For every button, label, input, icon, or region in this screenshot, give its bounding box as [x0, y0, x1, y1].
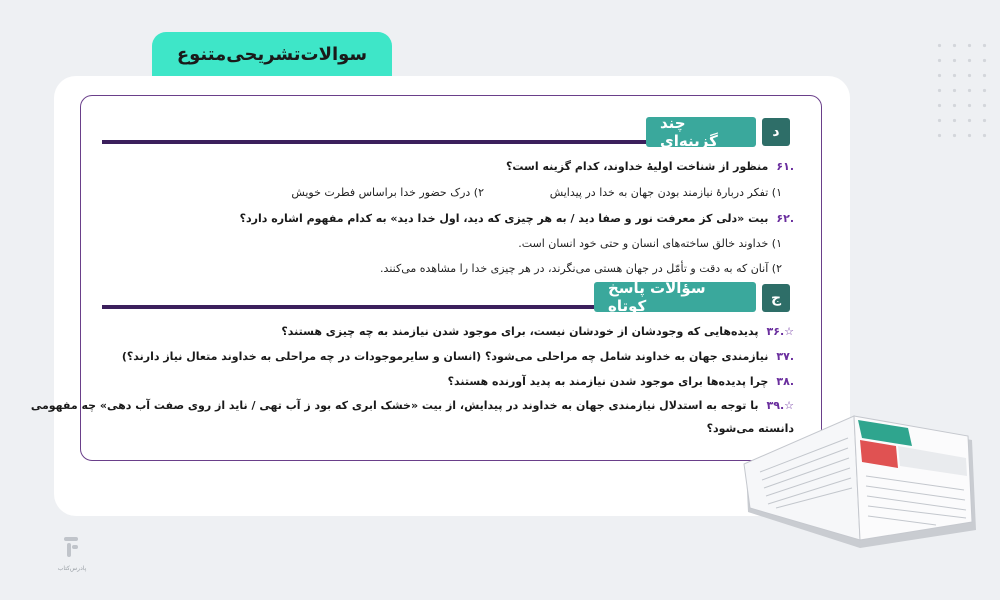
question-text: پدیده‌هایی که وجودشان از خودشان نیست، برای موجود شدن نیازمند به چه چیزی هستند؟: [281, 325, 759, 338]
section-c-badge: ج: [762, 284, 790, 312]
page-title: سوالات‌تشریحی‌متنوع: [152, 32, 392, 76]
section-c-label: سؤالات پاسخ کوتاه: [594, 282, 756, 312]
question-number: ☆.۳۹: [766, 399, 794, 412]
question-text: منظور از شناخت اولیهٔ خداوند، کدام گزینه است؟: [506, 160, 769, 173]
q62-option-2: ۲) آنان که به دقت و تأمّل در جهان هستی می‌نگرند، در هر چیزی خدا را مشاهده می‌کنند.: [380, 262, 782, 275]
question-62: [240, 212, 794, 225]
question-text: نیازمندی جهان به خداوند شامل چه مراحلی می‌شود؟ (انسان و سایرموجودات در چه مراحلی به خداوند متعال نیاز دارند؟): [121, 350, 769, 363]
question-text: با توجه به استدلال نیازمندی جهان به خداوند در پیدایش، از بیت «خشک ابری که بود ز آب تهی / ناید از روی صفت آب دهی» چه مفهومی: [30, 399, 759, 412]
q62-option-1: ۱) خداوند خالق ساخته‌های انسان و حتی خود انسان است.: [518, 237, 782, 250]
question-text: چرا پدیده‌ها برای موجود شدن نیازمند به پدید آورنده هستند؟: [447, 375, 769, 388]
brand-logo: [54, 535, 90, 575]
question-number: .۳۷: [776, 350, 794, 363]
section-d-badge: د: [762, 118, 790, 146]
question-number: ☆.۳۶: [766, 325, 794, 338]
question-number: .۳۸: [776, 375, 794, 388]
question-text: دانسته می‌شود؟: [706, 422, 794, 435]
section-d-label: چند گزینه‌ای: [646, 117, 756, 147]
question-61: [506, 160, 794, 173]
question-36: [281, 325, 794, 338]
question-37: [122, 350, 794, 363]
question-number: .۶۲: [776, 212, 794, 225]
question-text: بیت «دلی کز معرفت نور و صفا دید / به هر چیزی که دید، اول خدا دید» به کدام مفهوم اشاره دارد؟: [239, 212, 769, 225]
q61-option-2: ۲) درک حضور خدا براساس فطرت خویش: [291, 186, 484, 199]
q61-option-1: ۱) تفکر دربارهٔ نیازمند بودن جهان به خدا در پیدایش: [549, 186, 782, 199]
question-number: .۶۱: [776, 160, 794, 173]
open-book-image: [736, 380, 984, 550]
question-39: [31, 399, 794, 412]
logo-icon: [60, 535, 84, 559]
decorative-dots: [932, 38, 992, 148]
logo-text: پادرس‌کتاب: [57, 565, 87, 572]
